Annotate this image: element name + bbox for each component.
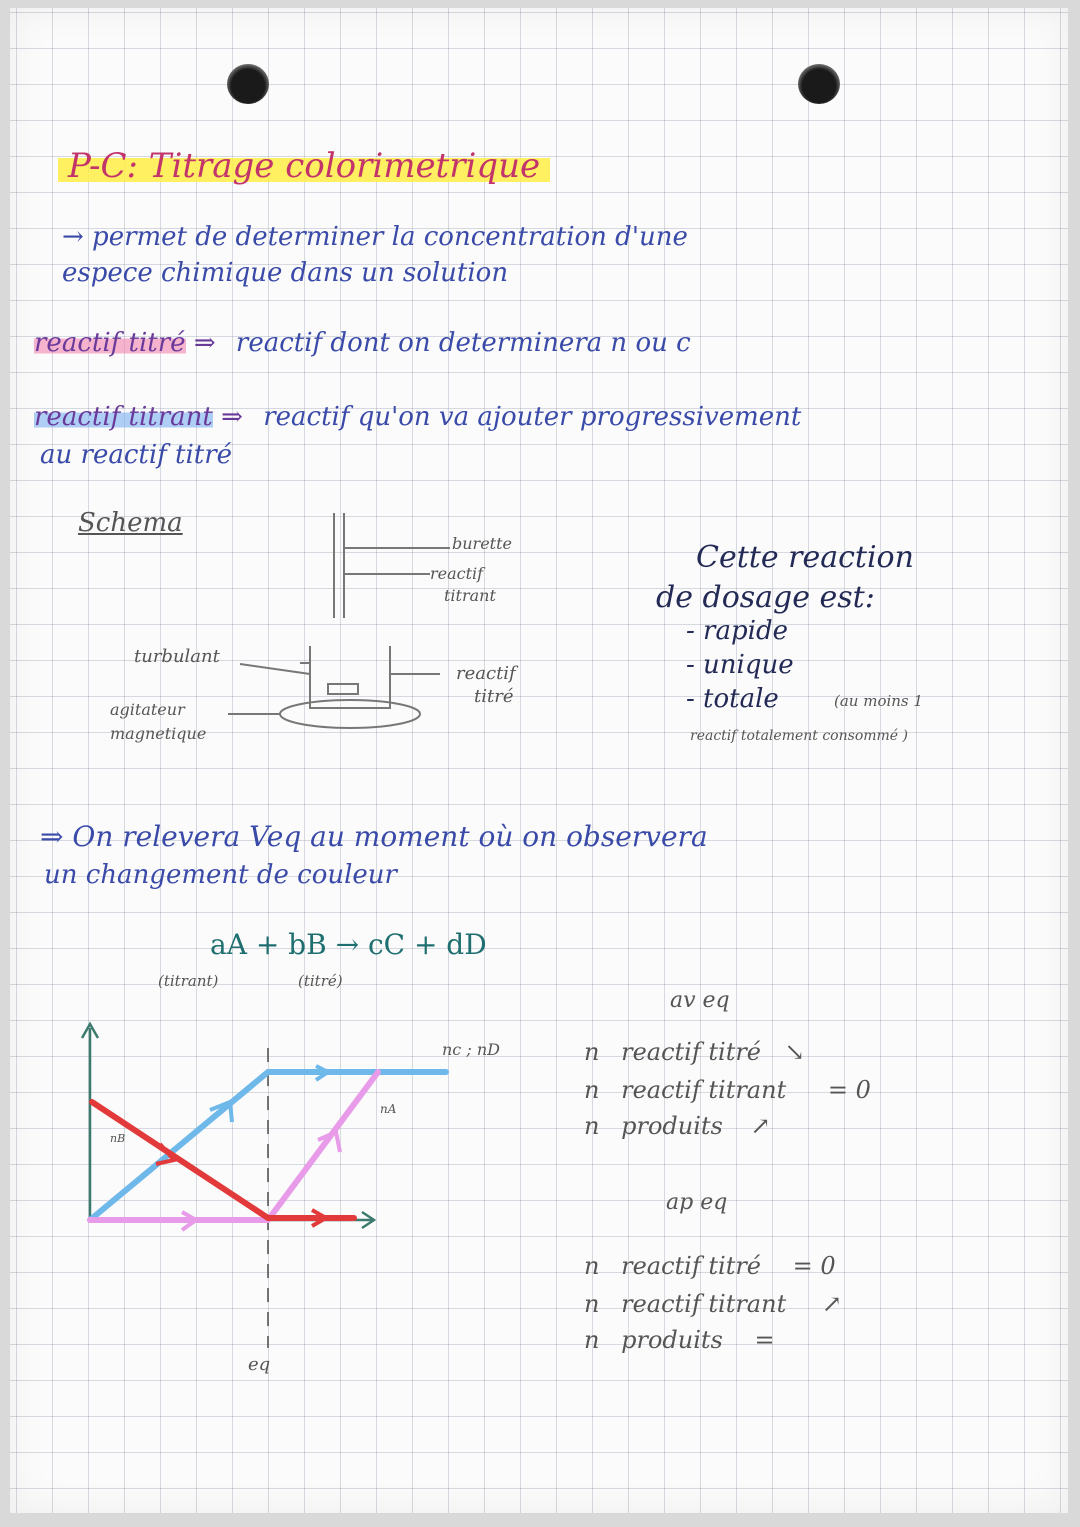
page-title: P-C: Titrage colorimetrique bbox=[58, 146, 550, 186]
definition-titrant-text: reactif qu'on va ajouter progressivement bbox=[263, 402, 802, 432]
reaction-prop-item: - totale bbox=[686, 684, 779, 714]
row-text: = bbox=[754, 1326, 775, 1354]
titration-graph bbox=[10, 8, 1068, 1513]
reaction-prop-item: - unique bbox=[686, 650, 794, 680]
apres-eq-row bbox=[584, 1326, 775, 1354]
veq-note-line-1: ⇒ On relevera Veq au moment où on observera bbox=[40, 820, 708, 853]
label-reactif-titre-1: reactif bbox=[456, 663, 516, 684]
row-text: reactif titré bbox=[621, 1252, 762, 1280]
row-text: reactif titré bbox=[621, 1038, 762, 1066]
reaction-props-line-1: Cette reaction bbox=[696, 540, 914, 575]
graph-label-nb: nB bbox=[110, 1132, 126, 1145]
definition-titrant-text-2: au reactif titré bbox=[40, 440, 233, 470]
avant-eq-row bbox=[584, 1112, 771, 1140]
schema-heading: Schema bbox=[78, 508, 183, 538]
apres-eq-row bbox=[584, 1290, 842, 1318]
definition-arrow: ⇒ bbox=[193, 328, 216, 358]
definition-arrow: ⇒ bbox=[221, 402, 243, 432]
avant-eq-row bbox=[584, 1038, 805, 1066]
row-text: n bbox=[584, 1252, 600, 1280]
intro-line-1: → permet de determiner la concentration d'une bbox=[62, 222, 688, 252]
term-reactif-titre: reactif titré bbox=[34, 328, 186, 358]
label-agitateur-2: magnetique bbox=[110, 724, 207, 743]
definition-titre-text: reactif dont on determinera n ou c bbox=[235, 328, 691, 358]
label-burette: burette bbox=[452, 534, 512, 553]
apres-eq-heading: ap eq bbox=[666, 1190, 728, 1215]
label-agitateur-1: agitateur bbox=[110, 700, 185, 719]
reaction-prop-item: - rapide bbox=[686, 616, 788, 646]
label-reactif-titre-2: titré bbox=[474, 686, 514, 707]
label-reactif-titrant-2: titrant bbox=[444, 586, 496, 605]
row-text: n bbox=[584, 1290, 600, 1318]
graph-label-na: nA bbox=[380, 1102, 397, 1116]
reaction-equation: aA + bB → cC + dD bbox=[210, 928, 487, 961]
row-text: = 0 bbox=[792, 1252, 836, 1280]
avant-eq-row bbox=[584, 1076, 871, 1104]
label-turbulent: turbulant bbox=[134, 646, 220, 667]
label-reactif-titrant-1: reactif bbox=[430, 564, 484, 583]
graph-label-eq: eq bbox=[248, 1354, 271, 1375]
row-text: n bbox=[584, 1112, 600, 1140]
row-text: reactif titrant bbox=[621, 1290, 787, 1318]
equation-under-a: (titrant) bbox=[158, 972, 219, 990]
equation-under-b: (titré) bbox=[298, 972, 343, 990]
term-reactif-titrant: reactif titrant bbox=[34, 402, 213, 432]
reaction-props-line-2: de dosage est: bbox=[656, 580, 875, 615]
avant-eq-heading: av eq bbox=[670, 988, 730, 1013]
row-text: reactif titrant bbox=[621, 1076, 787, 1104]
apres-eq-row bbox=[584, 1252, 836, 1280]
row-text: ↗ bbox=[821, 1290, 842, 1318]
row-text: produits bbox=[621, 1112, 723, 1140]
row-text: n bbox=[584, 1076, 600, 1104]
row-text: n bbox=[584, 1038, 600, 1066]
row-text: n bbox=[584, 1326, 600, 1354]
reaction-note-1: (au moins 1 bbox=[834, 692, 923, 710]
reaction-note-2: reactif totalement consommé ) bbox=[690, 728, 908, 744]
row-text: produits bbox=[621, 1326, 723, 1354]
row-text: = 0 bbox=[827, 1076, 871, 1104]
notebook-page bbox=[10, 8, 1068, 1513]
intro-line-2: espece chimique dans un solution bbox=[62, 258, 509, 288]
row-text: ↗ bbox=[750, 1112, 771, 1140]
row-text: ↘ bbox=[784, 1038, 805, 1066]
veq-note-line-2: un changement de couleur bbox=[44, 860, 397, 890]
graph-label-nc-nd: nc ; nD bbox=[442, 1040, 500, 1059]
